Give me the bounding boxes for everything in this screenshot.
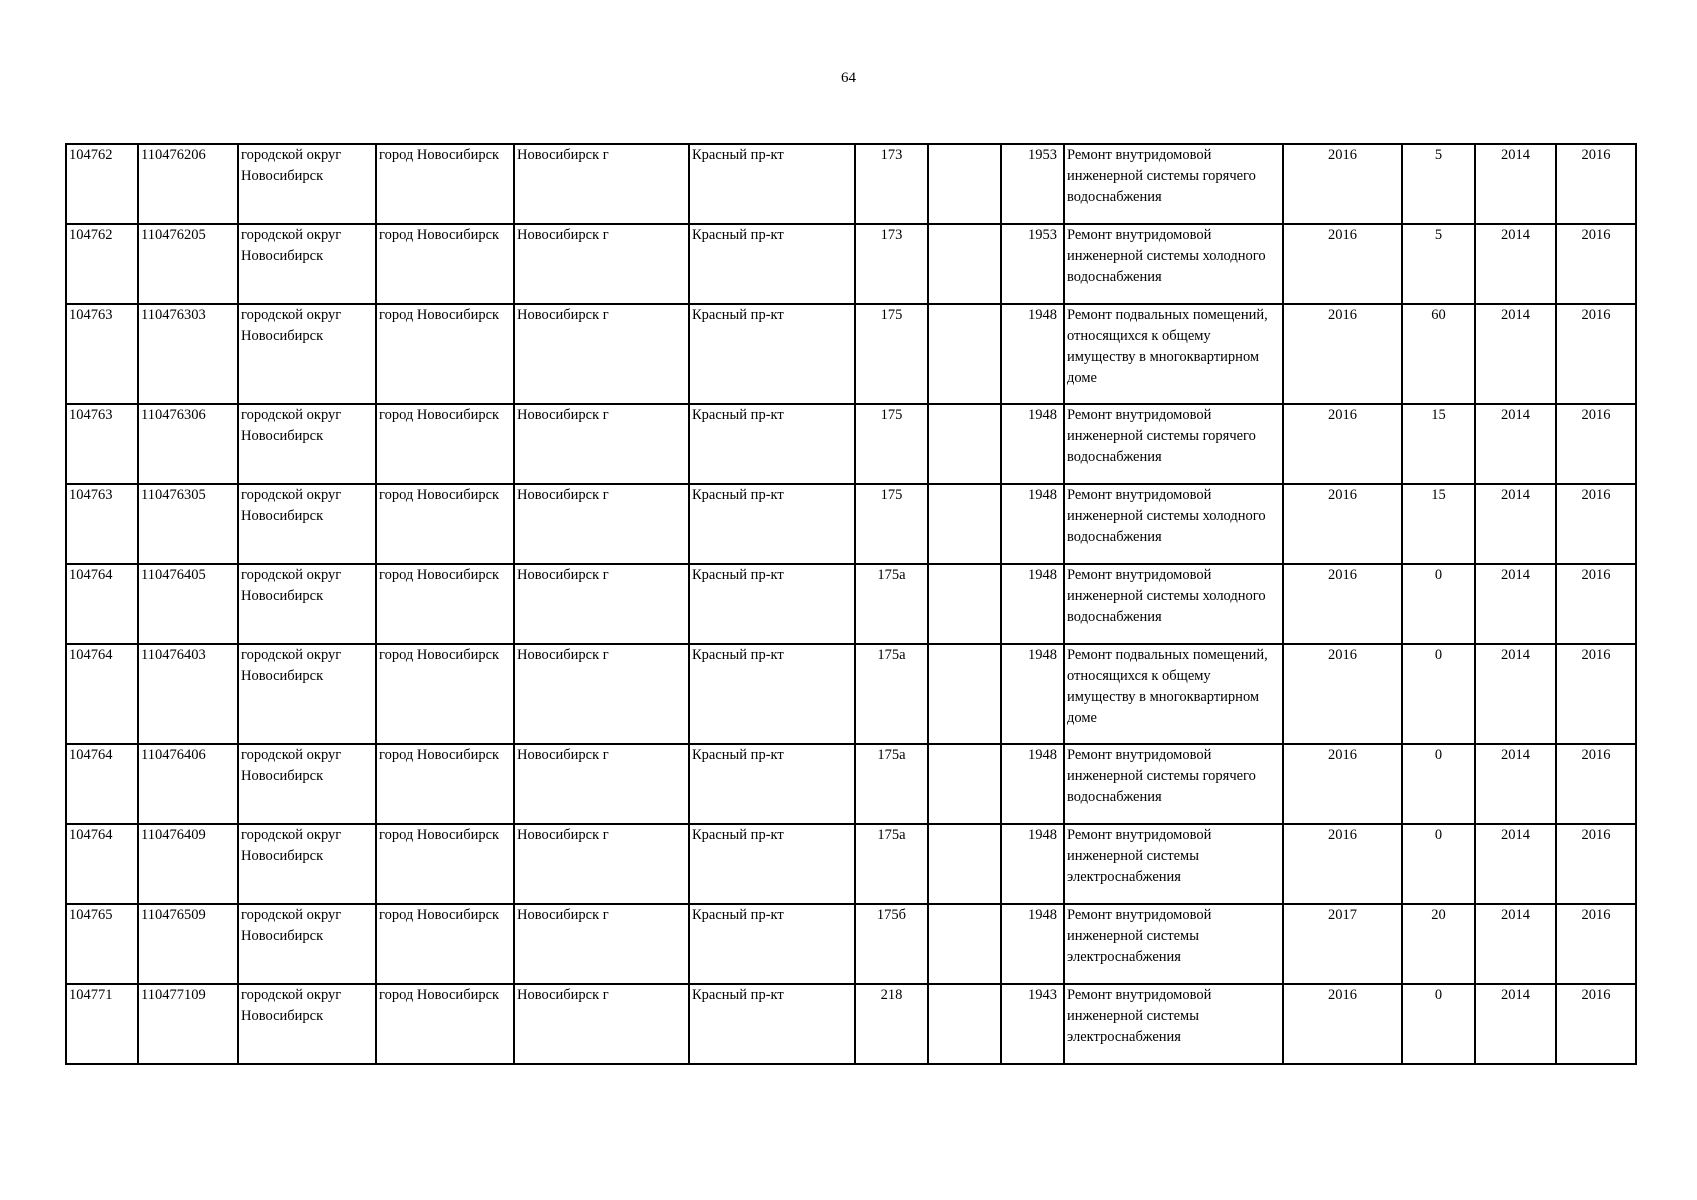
table-row xyxy=(66,824,1636,904)
cell-street: Красный пр-кт xyxy=(689,644,855,744)
cell-code: 110476206 xyxy=(138,144,238,224)
cell-street: Красный пр-кт xyxy=(689,824,855,904)
cell-work-type: Ремонт внутридомовой инженерной системы электроснабжения xyxy=(1064,904,1283,984)
cell-locality: Новосибирск г xyxy=(514,304,689,404)
cell-wear-percent: 60 xyxy=(1402,304,1475,404)
cell-wear-percent: 15 xyxy=(1402,484,1475,564)
cell-year-built: 1953 xyxy=(1001,144,1064,224)
cell-wear-percent: 0 xyxy=(1402,564,1475,644)
cell-wear-percent: 5 xyxy=(1402,224,1475,304)
cell-work-type: Ремонт подвальных помещений, относящихся к общему имуществу в многоквартирном доме xyxy=(1064,304,1283,404)
table-row xyxy=(66,744,1636,824)
cell-settlement: город Новосибирск xyxy=(376,744,514,824)
cell-id: 104762 xyxy=(66,144,138,224)
cell-year-from: 2014 xyxy=(1475,824,1556,904)
cell-work-type: Ремонт внутридомовой инженерной системы холодного водоснабжения xyxy=(1064,224,1283,304)
cell-building xyxy=(928,904,1001,984)
cell-code: 110476409 xyxy=(138,824,238,904)
cell-locality: Новосибирск г xyxy=(514,824,689,904)
cell-wear-percent: 20 xyxy=(1402,904,1475,984)
table-row xyxy=(66,304,1636,404)
cell-locality: Новосибирск г xyxy=(514,744,689,824)
cell-year-to: 2016 xyxy=(1556,484,1636,564)
cell-id: 104763 xyxy=(66,404,138,484)
cell-street: Красный пр-кт xyxy=(689,744,855,824)
cell-district: городской округ Новосибирск xyxy=(238,564,376,644)
cell-year-from: 2014 xyxy=(1475,484,1556,564)
cell-year-built: 1948 xyxy=(1001,304,1064,404)
cell-building xyxy=(928,304,1001,404)
cell-locality: Новосибирск г xyxy=(514,224,689,304)
cell-wear-percent: 0 xyxy=(1402,984,1475,1064)
cell-district: городской округ Новосибирск xyxy=(238,744,376,824)
cell-house-number: 175 xyxy=(855,484,928,564)
cell-code: 110476509 xyxy=(138,904,238,984)
cell-year-built: 1943 xyxy=(1001,984,1064,1064)
cell-district: городской округ Новосибирск xyxy=(238,824,376,904)
cell-year-to: 2016 xyxy=(1556,304,1636,404)
cell-plan-year: 2017 xyxy=(1283,904,1402,984)
cell-plan-year: 2016 xyxy=(1283,984,1402,1064)
cell-building xyxy=(928,404,1001,484)
cell-district: городской округ Новосибирск xyxy=(238,404,376,484)
cell-work-type: Ремонт внутридомовой инженерной системы холодного водоснабжения xyxy=(1064,484,1283,564)
cell-year-to: 2016 xyxy=(1556,224,1636,304)
cell-street: Красный пр-кт xyxy=(689,404,855,484)
cell-year-to: 2016 xyxy=(1556,144,1636,224)
register-body xyxy=(66,144,1636,1064)
cell-settlement: город Новосибирск xyxy=(376,824,514,904)
cell-id: 104764 xyxy=(66,644,138,744)
cell-district: городской округ Новосибирск xyxy=(238,484,376,564)
cell-district: городской округ Новосибирск xyxy=(238,904,376,984)
cell-district: городской округ Новосибирск xyxy=(238,304,376,404)
cell-settlement: город Новосибирск xyxy=(376,484,514,564)
cell-plan-year: 2016 xyxy=(1283,484,1402,564)
cell-work-type: Ремонт подвальных помещений, относящихся к общему имуществу в многоквартирном доме xyxy=(1064,644,1283,744)
cell-year-from: 2014 xyxy=(1475,144,1556,224)
cell-building xyxy=(928,144,1001,224)
cell-year-to: 2016 xyxy=(1556,904,1636,984)
cell-id: 104764 xyxy=(66,824,138,904)
cell-house-number: 218 xyxy=(855,984,928,1064)
cell-locality: Новосибирск г xyxy=(514,904,689,984)
table-row xyxy=(66,224,1636,304)
cell-settlement: город Новосибирск xyxy=(376,404,514,484)
cell-id: 104764 xyxy=(66,744,138,824)
cell-house-number: 175 xyxy=(855,404,928,484)
cell-code: 110476406 xyxy=(138,744,238,824)
cell-wear-percent: 0 xyxy=(1402,824,1475,904)
cell-building xyxy=(928,644,1001,744)
cell-code: 110476405 xyxy=(138,564,238,644)
cell-year-built: 1948 xyxy=(1001,564,1064,644)
cell-code: 110477109 xyxy=(138,984,238,1064)
cell-building xyxy=(928,824,1001,904)
cell-settlement: город Новосибирск xyxy=(376,984,514,1064)
cell-year-built: 1948 xyxy=(1001,644,1064,744)
cell-year-built: 1948 xyxy=(1001,904,1064,984)
cell-code: 110476403 xyxy=(138,644,238,744)
cell-code: 110476205 xyxy=(138,224,238,304)
cell-street: Красный пр-кт xyxy=(689,484,855,564)
cell-locality: Новосибирск г xyxy=(514,404,689,484)
cell-id: 104763 xyxy=(66,484,138,564)
cell-building xyxy=(928,484,1001,564)
cell-work-type: Ремонт внутридомовой инженерной системы горячего водоснабжения xyxy=(1064,404,1283,484)
cell-house-number: 175 xyxy=(855,304,928,404)
cell-year-to: 2016 xyxy=(1556,644,1636,744)
cell-wear-percent: 5 xyxy=(1402,144,1475,224)
register-table xyxy=(65,143,1637,1065)
cell-id: 104765 xyxy=(66,904,138,984)
cell-building xyxy=(928,744,1001,824)
cell-id: 104771 xyxy=(66,984,138,1064)
cell-street: Красный пр-кт xyxy=(689,224,855,304)
cell-plan-year: 2016 xyxy=(1283,224,1402,304)
cell-plan-year: 2016 xyxy=(1283,744,1402,824)
cell-year-built: 1953 xyxy=(1001,224,1064,304)
cell-plan-year: 2016 xyxy=(1283,824,1402,904)
cell-house-number: 173 xyxy=(855,224,928,304)
cell-work-type: Ремонт внутридомовой инженерной системы холодного водоснабжения xyxy=(1064,564,1283,644)
cell-street: Красный пр-кт xyxy=(689,904,855,984)
cell-wear-percent: 15 xyxy=(1402,404,1475,484)
cell-house-number: 173 xyxy=(855,144,928,224)
cell-building xyxy=(928,564,1001,644)
table-row xyxy=(66,144,1636,224)
cell-settlement: город Новосибирск xyxy=(376,224,514,304)
cell-year-to: 2016 xyxy=(1556,744,1636,824)
cell-settlement: город Новосибирск xyxy=(376,644,514,744)
cell-year-to: 2016 xyxy=(1556,824,1636,904)
cell-year-to: 2016 xyxy=(1556,404,1636,484)
cell-year-built: 1948 xyxy=(1001,824,1064,904)
table-row xyxy=(66,904,1636,984)
cell-plan-year: 2016 xyxy=(1283,404,1402,484)
cell-work-type: Ремонт внутридомовой инженерной системы электроснабжения xyxy=(1064,824,1283,904)
cell-district: городской округ Новосибирск xyxy=(238,644,376,744)
cell-year-to: 2016 xyxy=(1556,564,1636,644)
cell-district: городской округ Новосибирск xyxy=(238,984,376,1064)
cell-work-type: Ремонт внутридомовой инженерной системы электроснабжения xyxy=(1064,984,1283,1064)
cell-year-from: 2014 xyxy=(1475,744,1556,824)
cell-year-from: 2014 xyxy=(1475,984,1556,1064)
cell-year-from: 2014 xyxy=(1475,644,1556,744)
table-row xyxy=(66,564,1636,644)
cell-settlement: город Новосибирск xyxy=(376,304,514,404)
table-row xyxy=(66,484,1636,564)
page-number: 64 xyxy=(841,70,856,86)
cell-district: городской округ Новосибирск xyxy=(238,144,376,224)
cell-locality: Новосибирск г xyxy=(514,144,689,224)
cell-work-type: Ремонт внутридомовой инженерной системы горячего водоснабжения xyxy=(1064,144,1283,224)
cell-house-number: 175а xyxy=(855,744,928,824)
cell-district: городской округ Новосибирск xyxy=(238,224,376,304)
cell-house-number: 175а xyxy=(855,644,928,744)
cell-plan-year: 2016 xyxy=(1283,144,1402,224)
cell-building xyxy=(928,224,1001,304)
cell-house-number: 175а xyxy=(855,564,928,644)
cell-house-number: 175а xyxy=(855,824,928,904)
cell-year-from: 2014 xyxy=(1475,224,1556,304)
cell-year-from: 2014 xyxy=(1475,904,1556,984)
cell-plan-year: 2016 xyxy=(1283,644,1402,744)
cell-settlement: город Новосибирск xyxy=(376,144,514,224)
cell-locality: Новосибирск г xyxy=(514,484,689,564)
cell-building xyxy=(928,984,1001,1064)
cell-id: 104762 xyxy=(66,224,138,304)
table-row xyxy=(66,644,1636,744)
cell-work-type: Ремонт внутридомовой инженерной системы горячего водоснабжения xyxy=(1064,744,1283,824)
cell-plan-year: 2016 xyxy=(1283,564,1402,644)
cell-plan-year: 2016 xyxy=(1283,304,1402,404)
cell-year-from: 2014 xyxy=(1475,564,1556,644)
cell-year-from: 2014 xyxy=(1475,304,1556,404)
cell-house-number: 175б xyxy=(855,904,928,984)
cell-year-built: 1948 xyxy=(1001,484,1064,564)
cell-code: 110476303 xyxy=(138,304,238,404)
cell-locality: Новосибирск г xyxy=(514,564,689,644)
cell-year-to: 2016 xyxy=(1556,984,1636,1064)
table-row xyxy=(66,984,1636,1064)
cell-wear-percent: 0 xyxy=(1402,644,1475,744)
cell-year-from: 2014 xyxy=(1475,404,1556,484)
cell-locality: Новосибирск г xyxy=(514,984,689,1064)
cell-wear-percent: 0 xyxy=(1402,744,1475,824)
cell-street: Красный пр-кт xyxy=(689,304,855,404)
cell-street: Красный пр-кт xyxy=(689,144,855,224)
cell-id: 104764 xyxy=(66,564,138,644)
cell-street: Красный пр-кт xyxy=(689,564,855,644)
cell-year-built: 1948 xyxy=(1001,744,1064,824)
cell-code: 110476306 xyxy=(138,404,238,484)
cell-locality: Новосибирск г xyxy=(514,644,689,744)
table-row xyxy=(66,404,1636,484)
cell-street: Красный пр-кт xyxy=(689,984,855,1064)
cell-code: 110476305 xyxy=(138,484,238,564)
cell-settlement: город Новосибирск xyxy=(376,904,514,984)
cell-settlement: город Новосибирск xyxy=(376,564,514,644)
cell-id: 104763 xyxy=(66,304,138,404)
cell-year-built: 1948 xyxy=(1001,404,1064,484)
